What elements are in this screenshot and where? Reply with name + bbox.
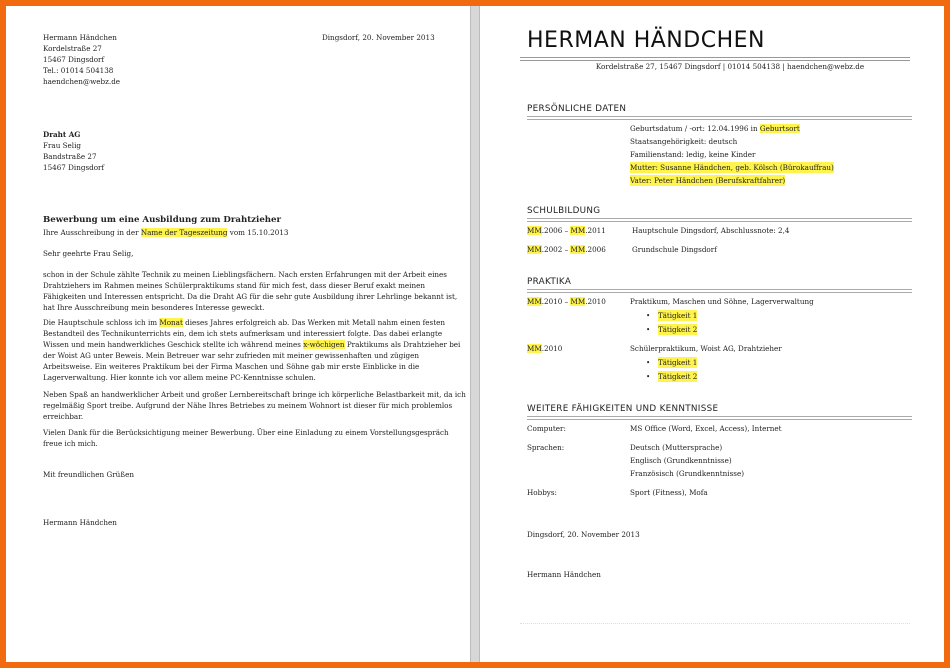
cover-letter-page [6, 6, 470, 662]
month-placeholder: MM [570, 226, 586, 235]
section-rule [527, 218, 912, 222]
cv-signature: Hermann Händchen [527, 570, 601, 579]
paragraph-line [43, 339, 461, 350]
salutation: Sehr geehrte Frau Selig, [43, 249, 134, 258]
month-placeholder: MM [570, 245, 586, 254]
text-span: Praktikums als Drahtzieher bei [344, 340, 461, 350]
cv-page [480, 6, 944, 662]
letter-date: Dingsdorf, 20. November 2013 [322, 33, 435, 42]
sender-city: 15467 Dingsdorf [43, 55, 105, 64]
paragraph-line: Lagerverwaltung. Hier konnte ich vor allem meine PC-Kenntnisse schulen. [43, 373, 316, 383]
nationality: Staatsangehörigkeit: deutsch [630, 137, 738, 146]
marital-status: Familienstand: ledig, keine Kinder [630, 150, 756, 159]
paragraph-line: der Woist AG unter Beweis. Mein Betreuer war sehr zufrieden mit meiner gewissenhaften und zügigen [43, 351, 420, 361]
month-placeholder: MM [570, 297, 586, 306]
header-rule [520, 57, 910, 61]
closing: Mit freundlichen Grüßen [43, 470, 134, 479]
letter-reference [43, 227, 288, 238]
hobbies-label: Hobbys: [527, 488, 557, 497]
text-span: .2010 [541, 344, 563, 353]
father-info: Vater: Peter Händchen (Berufskraftfahrer) [630, 176, 786, 185]
paragraph-line: schon in der Schule zählte Technik zu meinen Lieblingsfächern. Nach ersten Erfahrungen mit der Arbeit eines [43, 270, 447, 279]
text-span: .2011 [585, 226, 606, 235]
text-span: .2010 [585, 297, 606, 306]
education-date-1 [527, 225, 606, 236]
mother-info: Mutter: Susanne Händchen, geb. Kölsch (Bürokauffrau) [630, 163, 834, 172]
section-heading-education: SCHULBILDUNG [527, 206, 601, 216]
text-span: .2010 – [541, 297, 571, 306]
education-date-2 [527, 244, 606, 255]
paragraph-line: regelmäßig Sport treibe. Aufgrund der Nähe Ihres Betriebes zu meinem Wohnort ist dieser für mich problemlos [43, 401, 453, 411]
sender-email: haendchen@webz.de [43, 77, 121, 86]
language-item: Französisch (Grundkenntnisse) [630, 469, 745, 478]
birth-data [630, 123, 800, 134]
page-footer-line [520, 623, 910, 624]
languages-label: Sprachen: [527, 443, 565, 452]
paragraph-line: Bestandteil des Technikunterrichts ein, dem ich stets aufmerksam und interessiert folgte. Das dabei erlangte [43, 329, 443, 339]
recipient-street: Bandstraße 27 [43, 152, 97, 161]
document-frame [6, 6, 944, 662]
internship-date-1 [527, 296, 606, 307]
section-rule [527, 416, 912, 420]
reference-suffix: vom 15.10.2013 [227, 228, 289, 237]
month-placeholder: MM [527, 245, 542, 254]
task-item: • Tätigkeit 1 [658, 310, 697, 321]
paragraph-line [43, 317, 445, 328]
computer-value: MS Office (Word, Excel, Access), Internet [630, 424, 782, 433]
paragraph-2 [43, 317, 461, 384]
sender-phone: Tel.: 01014 504138 [43, 66, 114, 75]
paragraph-4 [43, 427, 449, 449]
letter-signature: Hermann Händchen [43, 518, 117, 527]
language-item: Deutsch (Muttersprache) [630, 443, 723, 452]
education-entry-2: Grundschule Dingsdorf [632, 245, 717, 254]
cv-date: Dingsdorf, 20. November 2013 [527, 530, 640, 539]
internship-entry-1: Praktikum, Maschen und Söhne, Lagerverwaltung [630, 297, 814, 306]
task-item: • Tätigkeit 2 [658, 324, 697, 335]
text-span: .2002 – [541, 245, 571, 254]
paragraph-line: Fähigkeiten und Interessen entspricht. Da die Draht AG für die sehr gute Ausbildung ihrer Lehrlinge bekannt ist, [43, 292, 458, 302]
computer-label: Computer: [527, 424, 566, 433]
paragraph-1 [43, 269, 458, 313]
paragraph-line: Drahtziehers im Rahmen meines Schülerpraktikums stand für mich fest, dass dieser Beruf exakt meinen [43, 281, 425, 291]
sender-street: Kordelstraße 27 [43, 44, 102, 53]
recipient-company: Draht AG [43, 130, 81, 139]
task-item: • Tätigkeit 1 [658, 357, 697, 368]
month-placeholder: Monat [159, 318, 183, 327]
paragraph-line: Arbeitsweise. Ein weiteres Praktikum bei der Firma Maschen und Söhne gab mir erste Einblicke in die [43, 362, 420, 372]
paragraph-line: hat Ihre Ausschreibung mein besonderes Interesse geweckt. [43, 303, 265, 313]
page-divider [470, 6, 480, 662]
paragraph-line: erreichbar. [43, 412, 84, 422]
cv-contact: Kordelstraße 27, 15467 Dingsdorf | 01014 504138 | haendchen@webz.de [595, 62, 865, 71]
hobbies-value: Sport (Fitness), Mofa [630, 488, 708, 497]
recipient-city: 15467 Dingsdorf [43, 163, 105, 172]
letter-subject: Bewerbung um eine Ausbildung zum Drahtzieher [43, 215, 282, 225]
paragraph-3 [43, 389, 466, 422]
birthplace-placeholder: Geburtsort [759, 124, 800, 133]
month-placeholder: MM [527, 297, 542, 306]
language-item: Englisch (Grundkenntnisse) [630, 456, 732, 465]
text-span: Die Hauptschule schloss ich im [43, 318, 160, 327]
paragraph-line: Neben Spaß an handwerklicher Arbeit und großer Lernbereitschaft bringe ich körperliche Belastbarkeit mit, da ich [43, 390, 466, 399]
recipient-person: Frau Selig [43, 141, 81, 150]
section-heading-personal: PERSÖNLICHE DATEN [527, 104, 627, 114]
cv-name: HERMAN HÄNDCHEN [527, 28, 765, 53]
education-entry-1: Hauptschule Dingsdorf, Abschlussnote: 2,4 [632, 226, 790, 235]
section-heading-internships: PRAKTIKA [527, 277, 572, 287]
paragraph-line: freue ich mich. [43, 439, 98, 449]
reference-prefix: Ihre Ausschreibung in der [43, 228, 141, 237]
task-item: • Tätigkeit 2 [658, 371, 697, 382]
weeks-placeholder: x-wöchigen [303, 340, 345, 350]
text-span: Wissen und mein handwerkliches Geschick stellte ich während meines [43, 340, 304, 350]
text-span: Geburtsdatum / -ort: 12.04.1996 in [630, 124, 760, 133]
internship-entry-2: Schülerpraktikum, Woist AG, Drahtzieher [630, 344, 782, 353]
text-span: .2006 – [541, 226, 571, 235]
sender-name: Hermann Händchen [43, 33, 117, 42]
section-heading-skills: WEITERE FÄHIGKEITEN UND KENNTNISSE [527, 404, 719, 414]
text-span: dieses Jahres erfolgreich ab. Das Werken mit Metall nahm einen festen [182, 318, 445, 327]
section-rule [527, 116, 912, 120]
month-placeholder: MM [527, 226, 542, 235]
text-span: .2006 [585, 245, 606, 254]
newspaper-placeholder: Name der Tageszeitung [140, 228, 228, 237]
internship-date-2 [527, 343, 562, 354]
section-rule [527, 289, 912, 293]
month-placeholder: MM [527, 344, 542, 353]
paragraph-line: Vielen Dank für die Berücksichtigung meiner Bewerbung. Über eine Einladung zu einem Vorstellungsgespräch [43, 428, 449, 437]
